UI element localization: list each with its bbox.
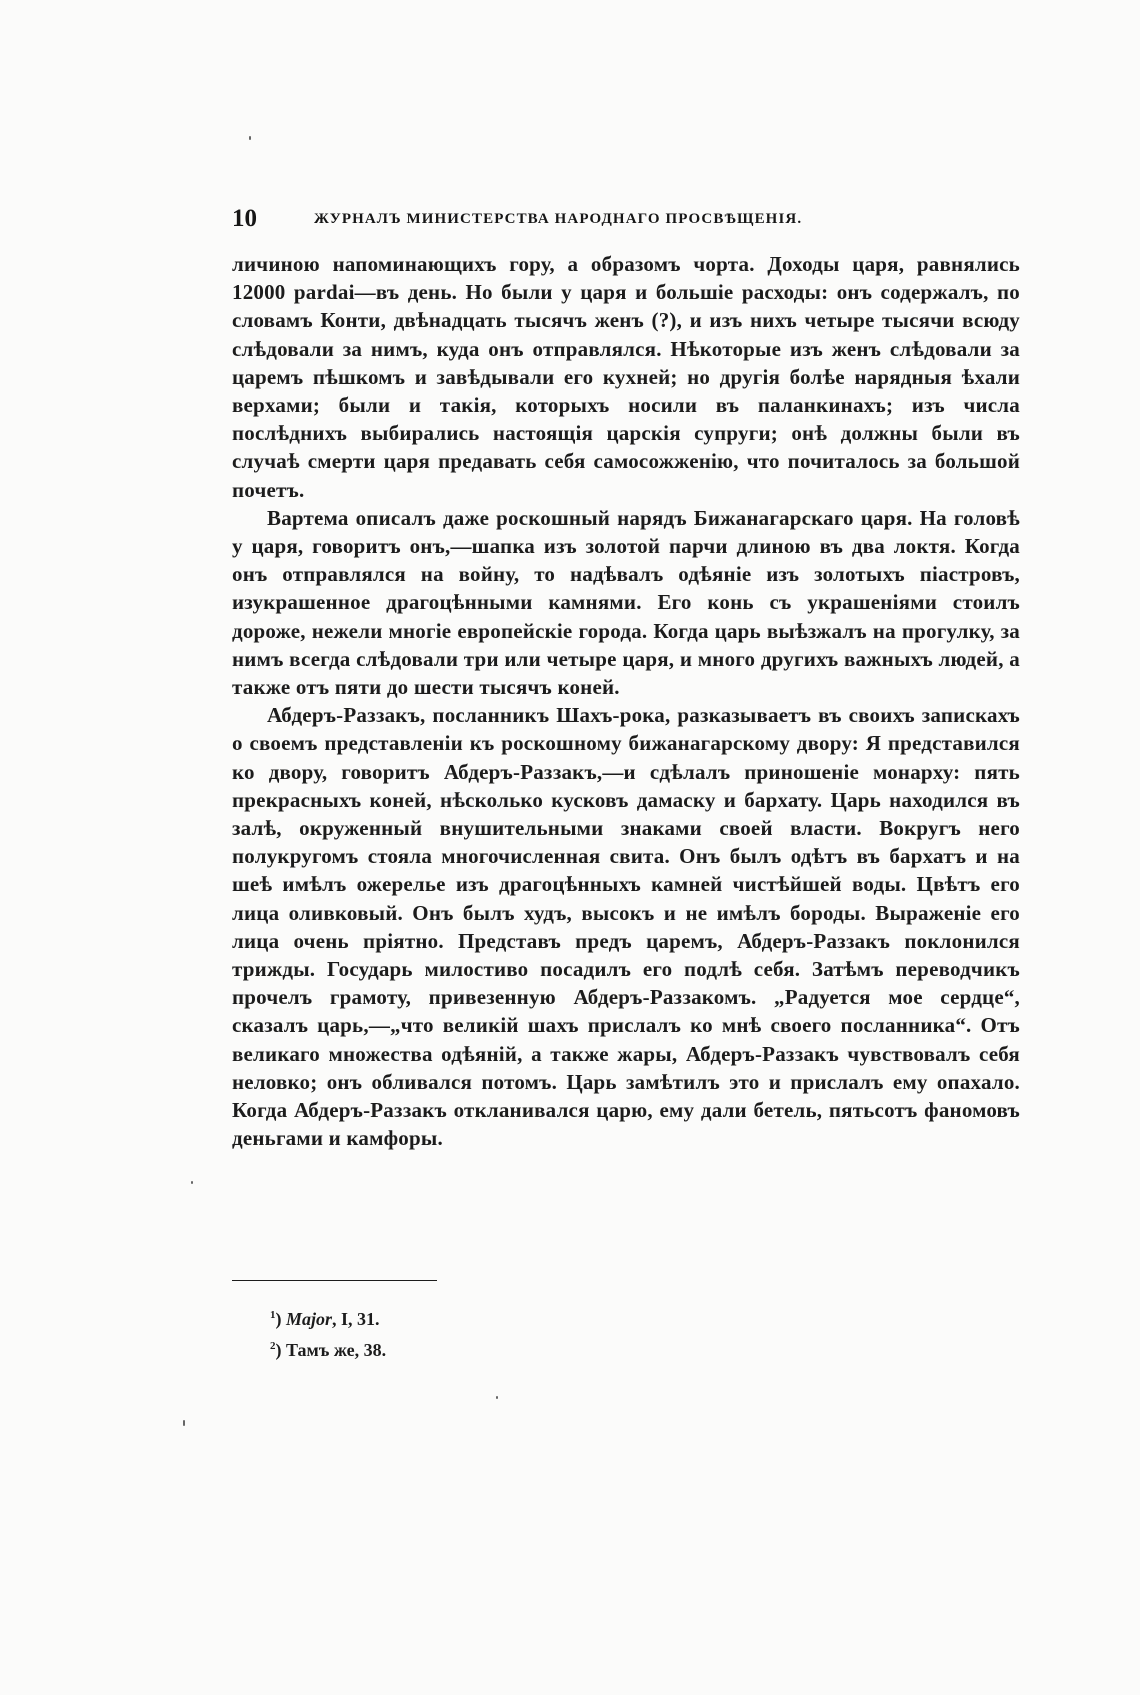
footnotes	[270, 1302, 386, 1364]
paragraph: личиною напоминающихъ гору, а образомъ чорта. Доходы царя, равнялись 12000 pardai—въ день. Но были у царя и большіе расходы: онъ содержалъ, по словамъ Конти, двѣнадцать тысячъ женъ (?), и изъ нихъ четыре тысячи всюду слѣдовали за нимъ, куда онъ отправлялся. Нѣкоторые изъ женъ слѣдовали за царемъ пѣшкомъ и завѣдывали его кухней; но другія болѣе нарядныя ѣхали верхами; были и такія, которыхъ носили въ паланкинахъ; изъ числа послѣднихъ выбирались настоящія царскія супруги; онѣ должны были въ случаѣ смерти царя предавать себя самосожженію, что почиталось за большой почетъ.	[232, 252, 1020, 502]
paragraph: Вартема описалъ даже роскошный нарядъ Бижанагарскаго царя. На головѣ у царя, говоритъ онъ,—шапка изъ золотой парчи длиною въ два локтя. Когда онъ отправлялся на войну, то надѣвалъ одѣяніе изъ золотыхъ піастровъ, изукрашенное драгоцѣнными камнями. Его конь съ украшеніями стоилъ дороже, нежели многіе европейскіе города. Когда царь выѣзжалъ на прогулку, за нимъ всегда слѣдовали три или четыре царя, и много другихъ важныхъ людей, а также отъ пяти до шести тысячъ коней.	[232, 505, 1020, 700]
scan-speck	[191, 1181, 193, 1184]
footnote-marker: 2	[270, 1340, 276, 1352]
footnote-text: , I, 31.	[332, 1309, 380, 1329]
paragraph: Абдеръ-Раззакъ, посланникъ Шахъ-рока, разказываетъ въ своихъ запискахъ о своемъ представленіи къ роскошному бижанагарскому двору: Я представился ко двору, говоритъ Абдеръ-Раззакъ,—и сдѣлалъ приношеніе монарху: пять прекрасныхъ коней, нѣсколько кусковъ дамаску и бархату. Царь находился въ залѣ, окруженный внушительными знаками своей власти. Вокругъ него полукругомъ стояла многочисленная свита. Онъ былъ одѣтъ въ бархатъ и на шеѣ имѣлъ ожерелье изъ драгоцѣнныхъ камней чистѣйшей воды. Цвѣтъ его лица оливковый. Онъ былъ худъ, высокъ и не имѣлъ бороды. Выраженіе его лица очень пріятно. Представъ предъ царемъ, Абдеръ-Раззакъ поклонился трижды. Государь милостиво посадилъ его подлѣ себя. Затѣмъ переводчикъ прочелъ грамоту, привезенную Абдеръ-Раззакомъ. „Радуется мое сердце“, сказалъ царь,—„что великій шахъ прислалъ ко мнѣ своего посланника“. Отъ великаго множества одѣяній, а также жары, Абдеръ-Раззакъ чувствовалъ себя неловко; онъ обливался потомъ. Царь замѣтилъ это и прислалъ ему опахало. Когда Абдеръ-Раззакъ откланивался царю, ему дали бетель, пятьсотъ фаномовъ деньгами и камфоры.	[232, 703, 1020, 1151]
scan-speck	[496, 1396, 498, 1399]
scan-speck	[183, 1420, 185, 1426]
page-header	[232, 202, 1022, 236]
scan-speck	[249, 136, 251, 140]
footnote-text: Тамъ же, 38.	[286, 1340, 387, 1360]
footnote-source: Major	[286, 1309, 333, 1329]
body-text	[232, 250, 1020, 1153]
footnote-divider	[232, 1280, 437, 1281]
page-number: 10	[232, 205, 257, 232]
footnote-marker: 1	[270, 1309, 276, 1321]
footnote: $^1$) Major, I, 31.	[270, 1309, 380, 1329]
footnote: $^2$) Тамъ же, 38.	[270, 1340, 387, 1360]
running-title: ЖУРНАЛЪ МИНИСТЕРСТВА НАРОДНАГО ПРОСВѢЩЕНІЯ.	[314, 211, 803, 227]
